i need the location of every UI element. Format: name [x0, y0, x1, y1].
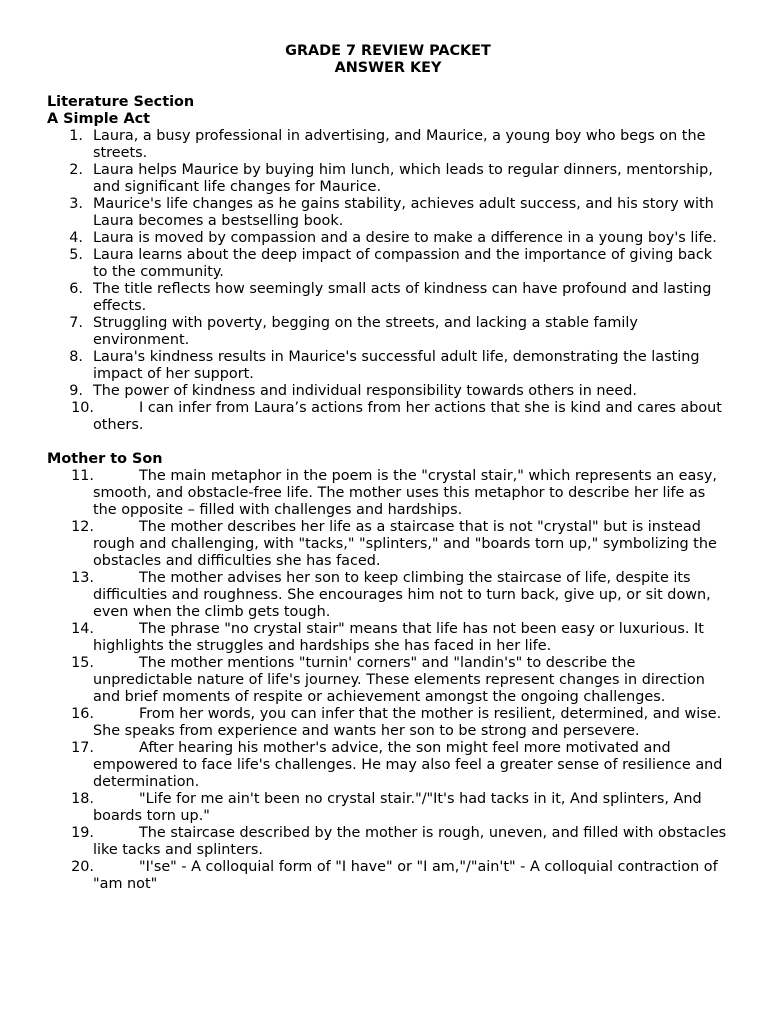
answer-item-17 — [47, 740, 727, 791]
answer-item-3 — [47, 196, 727, 230]
mother-to-son-heading: Mother to Son — [47, 451, 163, 467]
document-page — [47, 43, 727, 893]
answer-text: The mother mentions "turnin' corners" and "landin's" to describe the unpredictable nature of life's journey. These elements represent changes in direction and brief moments of respite or achievement amongst the ongoing challenges. — [93, 655, 705, 705]
answer-item-2 — [47, 162, 727, 196]
a-simple-act-answers — [47, 128, 727, 434]
answer-text: "Life for me ain't been no crystal stair."/"It's had tacks in it, And splinters, And boards torn up." — [93, 791, 702, 824]
answer-text: Struggling with poverty, begging on the streets, and lacking a stable family environment. — [93, 315, 638, 348]
answer-number: 2. — [69, 162, 83, 178]
answer-item-13 — [47, 570, 727, 621]
answer-item-4 — [47, 230, 727, 247]
answer-number: 13. — [71, 570, 94, 586]
answer-number: 6. — [69, 281, 83, 297]
answer-number: 9. — [69, 383, 83, 399]
answer-item-8 — [47, 349, 727, 383]
answer-item-15 — [47, 655, 727, 706]
answer-text: The main metaphor in the poem is the "crystal stair," which represents an easy, smooth, and obstacle-free life. The mother uses this metaphor to describe her life as the opposite – filled with challenges and hardships. — [93, 468, 717, 518]
answer-number: 8. — [69, 349, 83, 365]
answer-text: Laura is moved by compassion and a desire to make a difference in a young boy's life. — [93, 230, 717, 246]
answer-item-5 — [47, 247, 727, 281]
answer-number: 17. — [71, 740, 94, 756]
mother-to-son-answers — [47, 468, 727, 893]
answer-item-18 — [47, 791, 727, 825]
answer-number: 10. — [71, 400, 94, 416]
document-title — [47, 43, 727, 77]
answer-item-7 — [47, 315, 727, 349]
answer-item-6 — [47, 281, 727, 315]
title-line-2: ANSWER KEY — [334, 60, 442, 76]
answer-text: Laura's kindness results in Maurice's successful adult life, demonstrating the lasting impact of her support. — [93, 349, 700, 382]
answer-text: The mother describes her life as a staircase that is not "crystal" but is instead rough and challenging, with "tacks," "splinters," and "boards torn up," symbolizing the obstacles and difficulties she has faced. — [93, 519, 717, 569]
answer-number: 19. — [71, 825, 94, 841]
answer-number: 14. — [71, 621, 94, 637]
answer-text: The phrase "no crystal stair" means that life has not been easy or luxurious. It highlights the struggles and hardships she has faced in her life. — [93, 621, 704, 654]
answer-number: 1. — [69, 128, 83, 144]
answer-text: The power of kindness and individual responsibility towards others in need. — [93, 383, 637, 399]
literature-section-heading: Literature Section — [47, 94, 195, 110]
answer-item-19 — [47, 825, 727, 859]
answer-number: 11. — [71, 468, 94, 484]
answer-number: 18. — [71, 791, 94, 807]
answer-text: I can infer from Laura’s actions from her actions that she is kind and cares about others. — [93, 400, 722, 433]
answer-number: 5. — [69, 247, 83, 263]
answer-item-10 — [47, 400, 727, 434]
answer-text: The title reflects how seemingly small acts of kindness can have profound and lasting effects. — [93, 281, 712, 314]
answer-text: Laura helps Maurice by buying him lunch, which leads to regular dinners, mentorship, and significant life changes for Maurice. — [93, 162, 713, 195]
a-simple-act-heading: A Simple Act — [47, 111, 150, 127]
answer-number: 3. — [69, 196, 83, 212]
answer-item-20 — [47, 859, 727, 893]
answer-item-9 — [47, 383, 727, 400]
answer-text: The staircase described by the mother is rough, uneven, and filled with obstacles like tacks and splinters. — [93, 825, 727, 858]
answer-text: Laura learns about the deep impact of compassion and the importance of giving back to the community. — [93, 247, 713, 280]
answer-item-11 — [47, 468, 727, 519]
answer-text: "I'se" - A colloquial form of "I have" or "I am,"/"ain't" - A colloquial contraction of "am not" — [93, 859, 718, 892]
answer-text: After hearing his mother's advice, the son might feel more motivated and empowered to face life's challenges. He may also feel a greater sense of resilience and determination. — [93, 740, 723, 790]
answer-number: 7. — [69, 315, 83, 331]
answer-text: From her words, you can infer that the mother is resilient, determined, and wise. She speaks from experience and wants her son to be strong and persevere. — [93, 706, 722, 739]
answer-item-1 — [47, 128, 727, 162]
answer-item-14 — [47, 621, 727, 655]
answer-number: 20. — [71, 859, 94, 875]
title-line-1: GRADE 7 REVIEW PACKET — [285, 43, 491, 59]
answer-item-12 — [47, 519, 727, 570]
answer-item-16 — [47, 706, 727, 740]
answer-number: 15. — [71, 655, 94, 671]
answer-text: Maurice's life changes as he gains stability, achieves adult success, and his story with Laura becomes a bestselling book. — [93, 196, 714, 229]
answer-number: 4. — [69, 230, 83, 246]
answer-text: Laura, a busy professional in advertising, and Maurice, a young boy who begs on the streets. — [93, 128, 706, 161]
answer-number: 16. — [71, 706, 94, 722]
answer-text: The mother advises her son to keep climbing the staircase of life, despite its difficulties and roughness. She encourages him not to turn back, give up, or sit down, even when the climb gets tough. — [93, 570, 711, 620]
answer-number: 12. — [71, 519, 94, 535]
